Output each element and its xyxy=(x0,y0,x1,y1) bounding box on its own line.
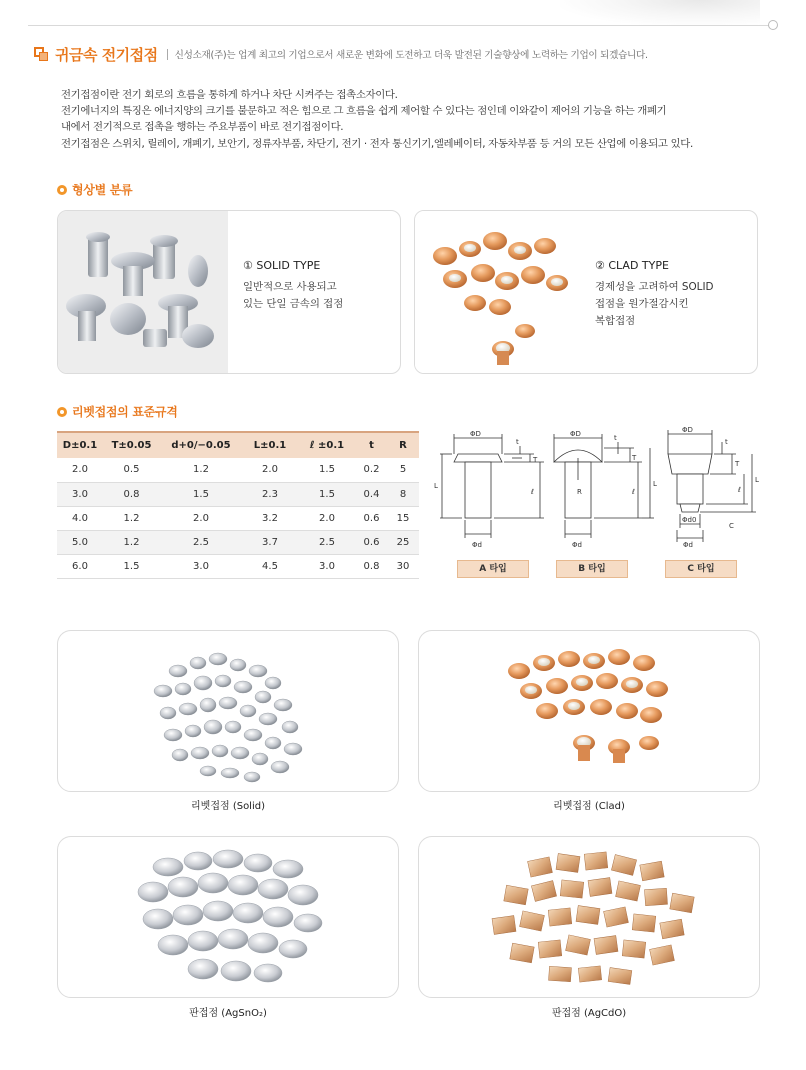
circle-bullet-icon xyxy=(57,407,67,417)
table-cell: 0.2 xyxy=(356,458,387,482)
type-b-badge: B 타입 xyxy=(556,560,628,578)
table-row xyxy=(57,554,419,578)
solid-type-desc: 일반적으로 사용되고 있는 단일 금속의 접점 xyxy=(243,281,344,310)
table-cell: 2.0 xyxy=(160,506,242,530)
caption-agsno2-plate: 판접점 (AgSnO₂) xyxy=(189,1008,267,1019)
dim-label: t xyxy=(725,438,728,446)
clad-type-desc: 경제성을 고려하여 SOLID 접점을 원가절감시킨 복합접점 xyxy=(595,281,714,327)
section-title-text: 형상별 분류 xyxy=(72,183,133,197)
dim-label: ΦD xyxy=(682,426,693,434)
dim-label: T xyxy=(632,454,637,462)
table-cell: 2.0 xyxy=(242,458,298,482)
dim-label: C xyxy=(729,522,734,530)
table-cell: 25 xyxy=(387,530,419,554)
table-cell: 6.0 xyxy=(57,554,103,578)
table-cell: 4.0 xyxy=(57,506,103,530)
table-cell: 15 xyxy=(387,506,419,530)
table-cell: 3.0 xyxy=(298,554,356,578)
page-title: 귀금속 전기접점 xyxy=(55,45,158,64)
dim-label: ℓ xyxy=(738,486,741,494)
dim-label: Φd0 xyxy=(682,516,697,524)
table-cell: 0.4 xyxy=(356,482,387,506)
dim-label: R xyxy=(577,488,582,496)
table-cell: 30 xyxy=(387,554,419,578)
table-cell: 8 xyxy=(387,482,419,506)
dim-label: L xyxy=(653,480,657,488)
intro-text xyxy=(61,87,693,152)
dim-label: L xyxy=(755,476,759,484)
caption-agcdo-plate: 판접점 (AgCdO) xyxy=(551,1008,627,1019)
spec-header-cell: D±0.1 xyxy=(57,432,103,458)
rivet-dimension-diagrams xyxy=(432,420,772,555)
table-cell: 1.5 xyxy=(103,554,160,578)
spec-section-title xyxy=(57,403,178,420)
dim-label: Φd xyxy=(683,541,693,549)
table-row xyxy=(57,530,419,554)
dim-label: ℓ xyxy=(531,488,534,496)
table-row xyxy=(57,482,419,506)
table-cell: 1.2 xyxy=(160,458,242,482)
agcdo-plate-pile-image xyxy=(419,837,760,998)
spec-header-cell: R xyxy=(387,432,419,458)
table-cell: 0.6 xyxy=(356,530,387,554)
table-cell: 1.5 xyxy=(160,482,242,506)
table-cell: 2.0 xyxy=(57,458,103,482)
table-cell: 1.5 xyxy=(298,482,356,506)
spec-header-cell: L±0.1 xyxy=(242,432,298,458)
type-c-badge: C 타입 xyxy=(665,560,737,578)
table-cell: 0.5 xyxy=(103,458,160,482)
clad-rivets-photo xyxy=(415,211,585,374)
page-description: 신성소재(주)는 업계 최고의 기업으로서 새로운 변화에 도전하고 더욱 발전된 기술향상에 노력하는 기업이 되겠습니다. xyxy=(174,50,648,61)
table-row xyxy=(57,458,419,482)
header-decoration xyxy=(560,0,760,26)
table-cell: 0.8 xyxy=(103,482,160,506)
dim-label: ΦD xyxy=(570,430,581,438)
dim-label: ΦD xyxy=(470,430,481,438)
spec-header-row xyxy=(57,432,419,458)
dim-label: t xyxy=(614,434,617,442)
dim-label: Φd xyxy=(472,541,482,549)
clad-type-title: ② CLAD TYPE xyxy=(595,259,669,272)
table-cell: 4.5 xyxy=(242,554,298,578)
circle-icon xyxy=(768,20,778,30)
table-cell: 2.3 xyxy=(242,482,298,506)
intro-line: 전기에너지의 특징은 에너지양의 크기를 불문하고 적은 힘으로 그 흐름을 쉽게 제어할 수 있다는 점인데 이와같이 제어의 기능을 하는 개폐기 xyxy=(61,105,667,118)
spec-header-cell: d+0/−0.05 xyxy=(160,432,242,458)
shape-section-title xyxy=(57,181,132,198)
intro-line: 내에서 전기적으로 접촉을 행하는 주요부품이 바로 전기접점이다. xyxy=(61,121,344,134)
table-cell: 2.5 xyxy=(160,530,242,554)
dim-label: ℓ xyxy=(632,488,635,496)
table-cell: 0.8 xyxy=(356,554,387,578)
caption-solid-rivet: 리벳접점 (Solid) xyxy=(191,801,265,812)
table-row xyxy=(57,506,419,530)
top-divider xyxy=(28,25,776,26)
circle-bullet-icon xyxy=(57,185,67,195)
table-cell: 2.5 xyxy=(298,530,356,554)
caption-clad-rivet: 리벳접점 (Clad) xyxy=(553,801,625,812)
table-cell: 0.6 xyxy=(356,506,387,530)
solid-type-title: ① SOLID TYPE xyxy=(243,259,321,272)
solid-rivet-pile-image xyxy=(58,631,399,792)
table-cell: 1.2 xyxy=(103,506,160,530)
spec-header-cell: t xyxy=(356,432,387,458)
solid-rivets-photo xyxy=(58,211,228,374)
table-cell: 2.0 xyxy=(298,506,356,530)
table-cell: 5 xyxy=(387,458,419,482)
dim-label: T xyxy=(533,456,538,464)
agsno2-plate-photo-card xyxy=(57,836,399,998)
table-cell: 1.5 xyxy=(298,458,356,482)
dim-label: Φd xyxy=(572,541,582,549)
agsno2-plate-pile-image xyxy=(58,837,399,998)
solid-type-card xyxy=(57,210,401,374)
spec-header-cell: ℓ ±0.1 xyxy=(298,432,356,458)
table-cell: 3.2 xyxy=(242,506,298,530)
spec-header-cell: T±0.05 xyxy=(103,432,160,458)
intro-line: 전기접점은 스위치, 릴레이, 개폐기, 보안기, 정류자부품, 차단기, 전기 · 전자 통신기기,엘레베이터, 자동차부품 등 거의 모든 산업에 이용되고 있다. xyxy=(61,137,693,150)
table-cell: 3.0 xyxy=(160,554,242,578)
table-cell: 5.0 xyxy=(57,530,103,554)
spec-table xyxy=(57,431,419,579)
intro-line: 전기접점이란 전기 회로의 흐름을 통하게 하거나 차단 시켜주는 접촉소자이다. xyxy=(61,89,398,101)
header-separator xyxy=(167,49,168,60)
clad-rivet-pile-image xyxy=(419,631,760,792)
agcdo-plate-photo-card xyxy=(418,836,760,998)
clad-rivet-photo-card xyxy=(418,630,760,792)
section-title-text: 리벳접점의 표준규격 xyxy=(72,405,178,419)
solid-rivet-photo-card xyxy=(57,630,399,792)
page-header xyxy=(34,44,648,64)
clad-type-card xyxy=(414,210,758,374)
table-cell: 3.0 xyxy=(57,482,103,506)
dim-label: L xyxy=(434,482,438,490)
table-cell: 1.2 xyxy=(103,530,160,554)
square-bullet-icon xyxy=(34,47,48,61)
dim-label: t xyxy=(516,438,519,446)
type-a-badge: A 타입 xyxy=(457,560,529,578)
table-cell: 3.7 xyxy=(242,530,298,554)
dim-label: T xyxy=(735,460,740,468)
